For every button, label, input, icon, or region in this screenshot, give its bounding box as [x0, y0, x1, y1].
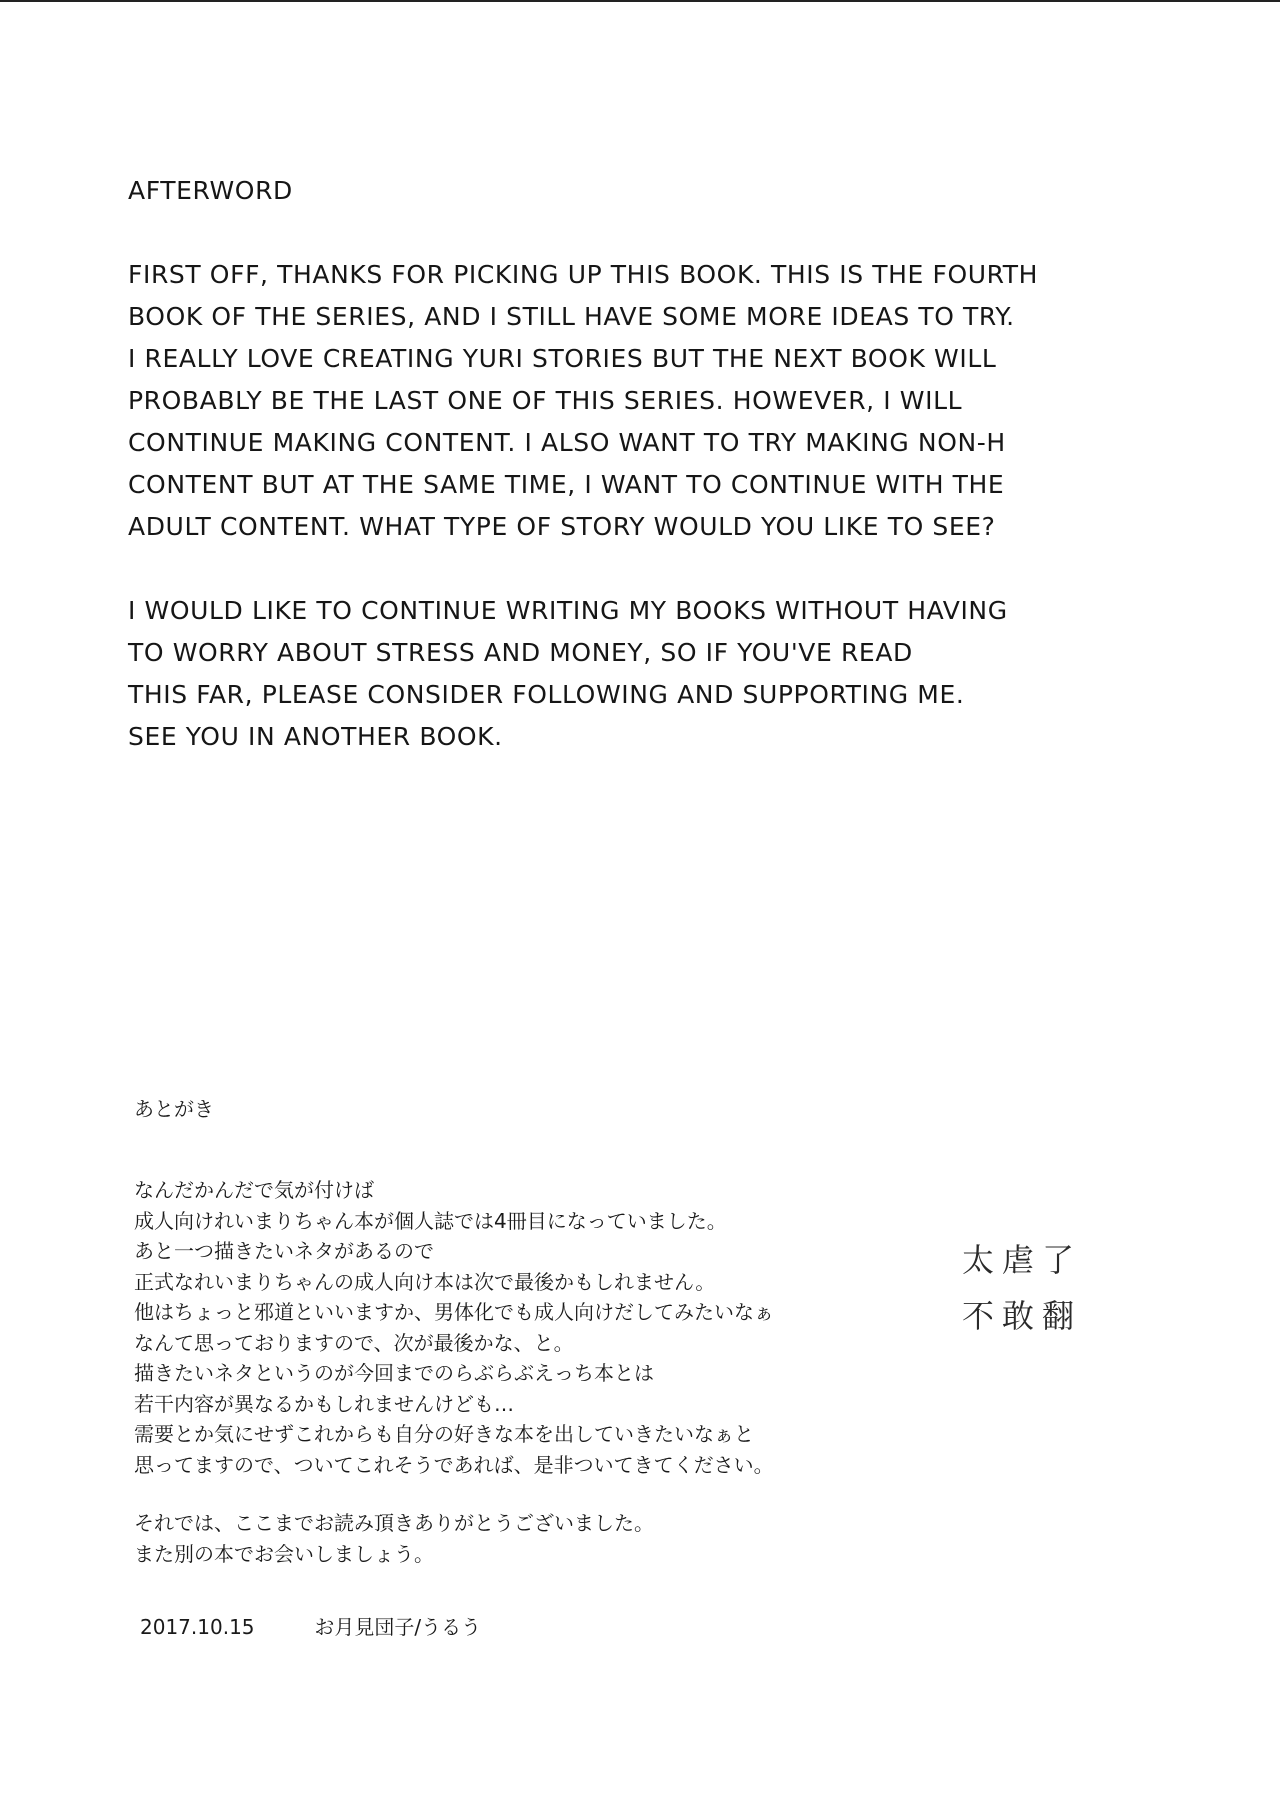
english-line: CONTINUE MAKING CONTENT. I ALSO WANT TO TRY MAKING NON-H	[128, 428, 1006, 457]
english-line: SEE YOU IN ANOTHER BOOK.	[128, 722, 503, 751]
japanese-line: 若干内容が異なるかもしれませんけども…	[134, 1391, 514, 1416]
english-line: ADULT CONTENT. WHAT TYPE OF STORY WOULD YOU LIKE TO SEE?	[128, 512, 996, 541]
english-paragraph-1	[128, 254, 1128, 548]
japanese-line: また別の本でお会いしましょう。	[134, 1541, 434, 1566]
english-line: THIS FAR, PLEASE CONSIDER FOLLOWING AND SUPPORTING ME.	[128, 680, 965, 709]
japanese-line: 思ってますので、ついてこれそうであれば、是非ついてきてください。	[134, 1452, 774, 1477]
handwritten-note	[962, 1232, 1102, 1344]
japanese-paragraph-2	[134, 1508, 914, 1569]
top-border-line	[0, 0, 1280, 2]
english-line: CONTENT BUT AT THE SAME TIME, I WANT TO CONTINUE WITH THE	[128, 470, 1005, 499]
english-line: FIRST OFF, THANKS FOR PICKING UP THIS BOOK. THIS IS THE FOURTH	[128, 260, 1039, 289]
english-title: AFTERWORD	[128, 176, 293, 205]
japanese-line: 需要とか気にせずこれからも自分の好きな本を出していきたいなぁと	[134, 1422, 754, 1446]
japanese-line: なんだかんだで気が付けば	[134, 1178, 374, 1202]
handwritten-line: 不敢翻	[962, 1297, 1083, 1335]
handwritten-line: 太虐了	[962, 1241, 1083, 1279]
author-signature: お月見団子/うるう	[314, 1615, 482, 1639]
english-line: TO WORRY ABOUT STRESS AND MONEY, SO IF YOU'VE READ	[128, 638, 913, 667]
japanese-line: 成人向けれいまりちゃん本が個人誌では4冊目になっていました。	[134, 1208, 727, 1233]
japanese-paragraph-1	[134, 1175, 914, 1480]
japanese-line: 描きたいネタというのが今回までのらぶらぶえっち本とは	[134, 1361, 654, 1385]
japanese-line: それでは、ここまでお読み頂きありがとうございました。	[134, 1511, 654, 1535]
english-afterword	[128, 170, 1128, 800]
english-line: PROBABLY BE THE LAST ONE OF THIS SERIES. HOWEVER, I WILL	[128, 386, 963, 415]
japanese-afterword	[134, 1093, 914, 1597]
date-text: 2017.10.15	[140, 1615, 255, 1639]
japanese-signoff	[140, 1612, 481, 1642]
japanese-line: あと一つ描きたいネタがあるので	[134, 1239, 434, 1263]
english-line: I WOULD LIKE TO CONTINUE WRITING MY BOOKS WITHOUT HAVING	[128, 596, 1008, 625]
english-line: I REALLY LOVE CREATING YURI STORIES BUT THE NEXT BOOK WILL	[128, 344, 997, 373]
japanese-line: 正式なれいまりちゃんの成人向け本は次で最後かもしれません。	[134, 1269, 716, 1294]
english-paragraph-2	[128, 590, 1128, 758]
japanese-line: なんて思っておりますので、次が最後かな、と。	[134, 1330, 574, 1355]
japanese-line: 他はちょっと邪道といいますか、男体化でも成人向けだしてみたいなぁ	[134, 1300, 774, 1324]
english-line: BOOK OF THE SERIES, AND I STILL HAVE SOME MORE IDEAS TO TRY.	[128, 302, 1015, 331]
japanese-title: あとがき	[134, 1097, 214, 1121]
